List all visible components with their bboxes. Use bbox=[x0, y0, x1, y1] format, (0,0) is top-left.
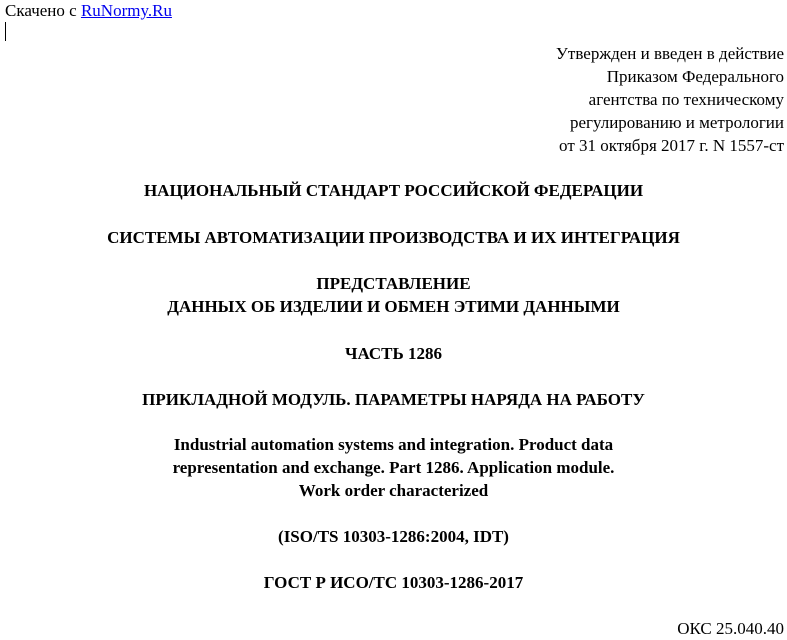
representation-line: ПРЕДСТАВЛЕНИЕ bbox=[316, 274, 471, 293]
approval-line: Утвержден и введен в действие bbox=[555, 44, 784, 63]
approval-line: от 31 октября 2017 г. N 1557-ст bbox=[559, 136, 784, 155]
english-title bbox=[0, 433, 787, 502]
english-title-line: Industrial automation systems and integration. Product data bbox=[173, 435, 614, 454]
iso-reference: (ISO/TS 10303-1286:2004, IDT) bbox=[278, 527, 509, 546]
module-heading: ПРИКЛАДНОЙ МОДУЛЬ. ПАРАМЕТРЫ НАРЯДА НА РАБОТУ bbox=[142, 390, 645, 409]
download-prefix: Скачено с bbox=[5, 1, 77, 20]
download-source-line bbox=[5, 0, 172, 22]
representation-heading bbox=[0, 272, 787, 318]
approval-line: Приказом Федерального bbox=[606, 67, 784, 86]
approval-block bbox=[556, 42, 784, 157]
english-title-line: representation and exchange. Part 1286. Application module. bbox=[172, 458, 615, 477]
national-standard-heading: НАЦИОНАЛЬНЫЙ СТАНДАРТ РОССИЙСКОЙ ФЕДЕРАЦИИ bbox=[143, 181, 644, 200]
part-heading: ЧАСТЬ 1286 bbox=[344, 344, 442, 363]
representation-line: ДАННЫХ ОБ ИЗДЕЛИИ И ОБМЕН ЭТИМИ ДАННЫМИ bbox=[167, 297, 620, 316]
english-title-line: Work order characterized bbox=[298, 481, 489, 500]
gost-designation: ГОСТ Р ИСО/ТС 10303-1286-2017 bbox=[263, 573, 524, 592]
approval-line: агентства по техническому bbox=[588, 90, 784, 109]
text-cursor bbox=[5, 22, 6, 41]
oks-code: ОКС 25.040.40 bbox=[677, 619, 784, 638]
runormy-link[interactable]: RuNormy.Ru bbox=[80, 1, 172, 20]
approval-line: регулированию и метрологии bbox=[569, 113, 784, 132]
systems-heading: СИСТЕМЫ АВТОМАТИЗАЦИИ ПРОИЗВОДСТВА И ИХ ИНТЕГРАЦИЯ bbox=[107, 228, 680, 247]
